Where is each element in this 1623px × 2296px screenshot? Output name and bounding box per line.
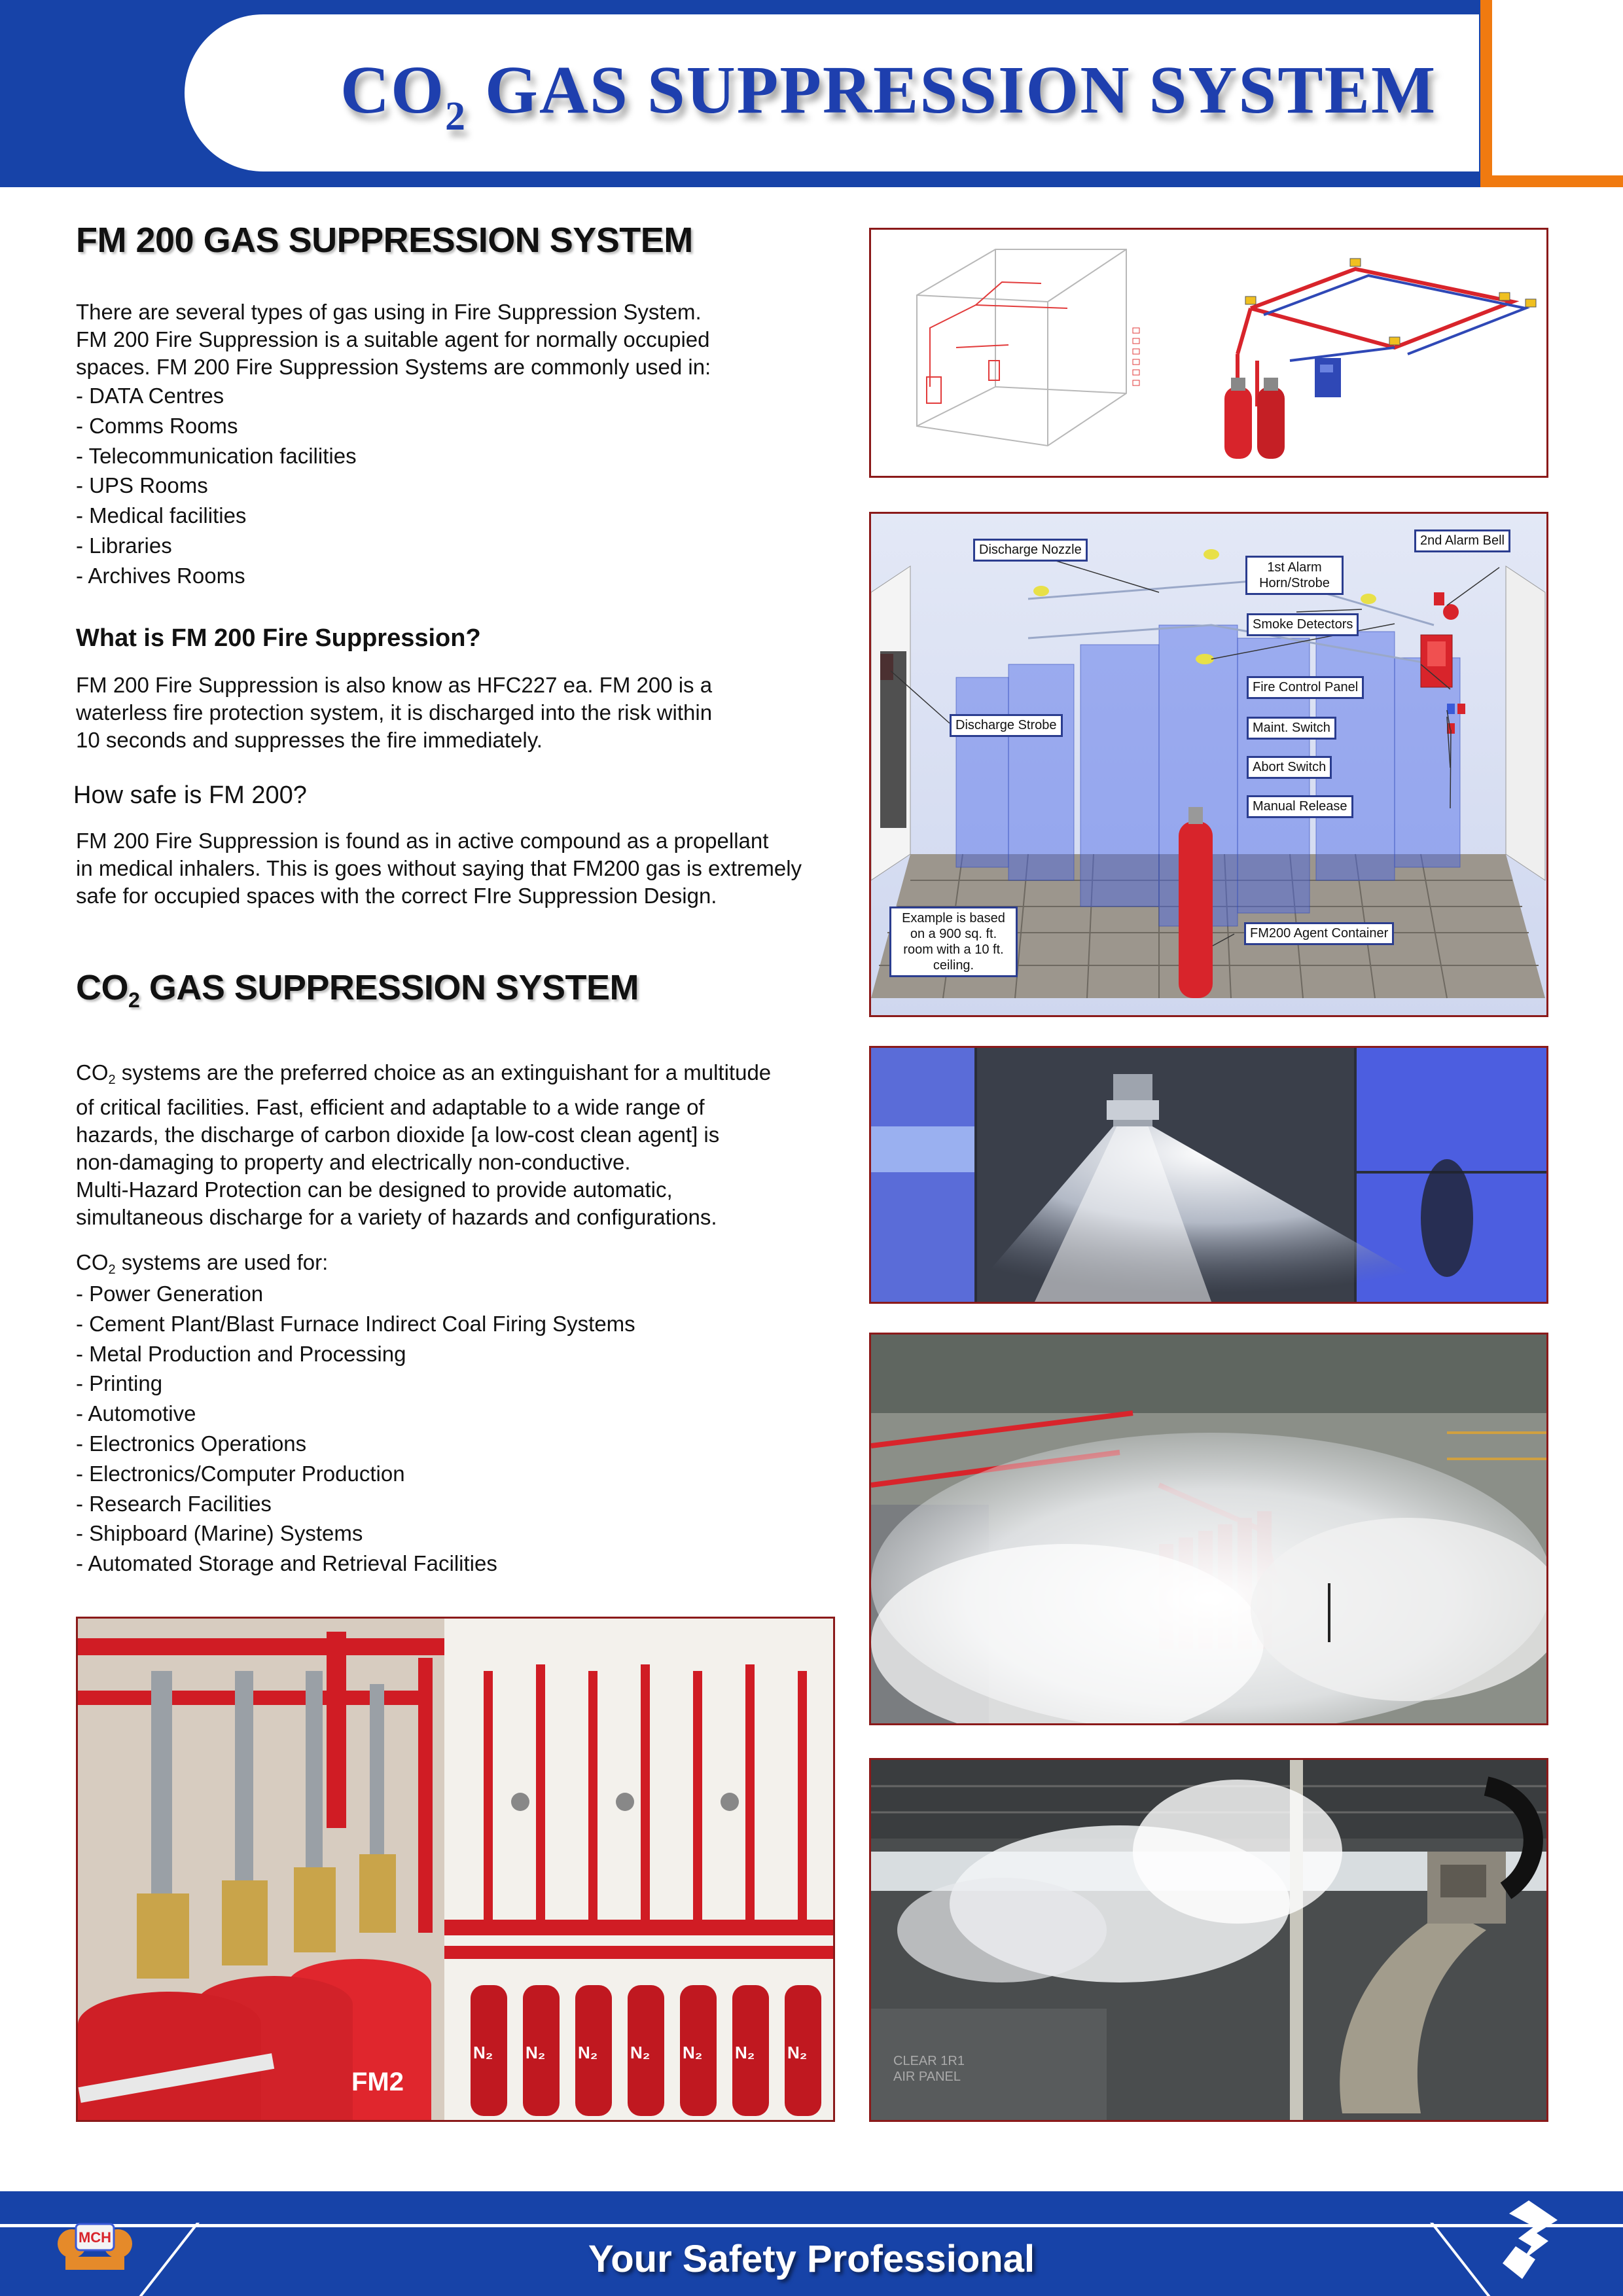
list-item: - Research Facilities	[76, 1489, 815, 1519]
fm200-room-diagram	[869, 512, 1548, 1017]
fm200-intro-line: spaces. FM 200 Fire Suppression Systems are commonly used in:	[76, 355, 711, 379]
list-item: - Telecommunication facilities	[76, 441, 815, 471]
company-logo-text: MCH	[78, 2229, 112, 2246]
cylinder-label-fm: FM2	[351, 2068, 404, 2096]
text-line: simultaneous discharge for a variety of hazards and configurations.	[76, 1205, 717, 1229]
nozzle-discharge-photo	[869, 1046, 1548, 1304]
label-manual-release: Manual Release	[1247, 795, 1353, 818]
list-item: - Metal Production and Processing	[76, 1339, 815, 1369]
how-safe-text	[76, 827, 815, 910]
fm200-heading: FM 200 GAS SUPPRESSION SYSTEM	[76, 221, 693, 260]
label-smoke-detectors: Smoke Detectors	[1247, 613, 1359, 636]
list-item: - Power Generation	[76, 1279, 815, 1309]
cylinder-label: N₂	[473, 2043, 493, 2062]
fm200-section	[76, 220, 815, 260]
robot-fog-illustration	[871, 1760, 1546, 2120]
text-line: hazards, the discharge of carbon dioxide [a low-cost clean agent] is	[76, 1122, 720, 1147]
header-white-corner	[1492, 0, 1623, 175]
co2-intro	[76, 1059, 815, 1231]
how-safe-heading: How safe is FM 200?	[73, 781, 307, 809]
text-line: FM 200 Fire Suppression is found as in active compound as a propellant	[76, 829, 769, 853]
text-line: of critical facilities. Fast, efficient and adaptable to a wide range of	[76, 1095, 705, 1119]
label-maint-switch: Maint. Switch	[1247, 717, 1336, 740]
fm200-intro-line: There are several types of gas using in Fire Suppression System.	[76, 300, 702, 324]
page-title: $CO_2$ GAS SUPPRESSION SYSTEM	[340, 52, 1437, 139]
list-item: - Printing	[76, 1369, 815, 1399]
label-example-note: Example is based on a 900 sq. ft. room with a 10 ft. ceiling.	[889, 906, 1018, 977]
cylinder-bank-illustration	[78, 1619, 833, 2120]
co2-uses-list	[76, 1279, 815, 1579]
brand-mark-shape	[1503, 2200, 1558, 2279]
piping-schematic-image	[869, 228, 1548, 478]
fm200-uses-list	[76, 381, 815, 591]
piping-schematic-illustration	[871, 230, 1546, 476]
text-line: waterless fire protection system, it is discharged into the risk within	[76, 700, 713, 725]
list-item: - Shipboard (Marine) Systems	[76, 1518, 815, 1549]
label-discharge-nozzle: Discharge Nozzle	[973, 539, 1088, 562]
footer-tagline: Your Safety Professional	[588, 2238, 1035, 2280]
cylinder-label: N₂	[630, 2043, 651, 2062]
label-discharge-strobe: Discharge Strobe	[950, 714, 1063, 737]
text-line: safe for occupied spaces with the correct FIre Suppression Design.	[76, 884, 717, 908]
cylinder-label: N₂	[578, 2043, 598, 2062]
list-item: - Medical facilities	[76, 501, 815, 531]
list-item: - Comms Rooms	[76, 411, 815, 441]
list-item: - Archives Rooms	[76, 561, 815, 591]
cylinder-label: N₂	[526, 2043, 546, 2062]
plant-fog-illustration	[871, 1335, 1546, 1723]
text-line: FM 200 Fire Suppression is also know as HFC227 ea. FM 200 is a	[76, 673, 713, 697]
text-line: 10 seconds and suppresses the fire immediately.	[76, 728, 543, 752]
what-is-fm200-text	[76, 672, 815, 754]
co2-heading: $CO_2$ GAS SUPPRESSION SYSTEM	[76, 968, 639, 1012]
text-line: $CO_2$ systems are the preferred choice as an extinguishant for a multitude	[76, 1060, 772, 1087]
brand-mark-icon	[1503, 2200, 1558, 2279]
list-item: - Electronics/Computer Production	[76, 1459, 815, 1489]
plant-fog-discharge-photo	[869, 1333, 1548, 1725]
company-logo-icon	[52, 2204, 137, 2276]
list-item: - Electronics Operations	[76, 1429, 815, 1459]
label-1st-alarm: 1st Alarm Horn/Strobe	[1245, 556, 1344, 595]
panel-label-text: CLEAR 1R1 AIR PANEL	[893, 2054, 965, 2084]
what-is-fm200-heading: What is FM 200 Fire Suppression?	[76, 624, 481, 652]
text-line: Multi-Hazard Protection can be designed to provide automatic,	[76, 1177, 673, 1202]
co2-used-for-label: $CO_2$ systems are used for:	[76, 1250, 329, 1277]
list-item: - DATA Centres	[76, 381, 815, 411]
list-item: - Cement Plant/Blast Furnace Indirect Coal Firing Systems	[76, 1309, 815, 1339]
nozzle-discharge-illustration	[871, 1048, 1546, 1302]
text-line: in medical inhalers. This is goes without saying that FM200 gas is extremely	[76, 856, 802, 880]
label-fire-control-panel: Fire Control Panel	[1247, 676, 1364, 699]
cylinder-bank-photo	[76, 1617, 835, 2122]
list-item: - Automated Storage and Retrieval Facilities	[76, 1549, 815, 1579]
label-fm200-container: FM200 Agent Container	[1244, 922, 1394, 945]
list-item: - Automotive	[76, 1399, 815, 1429]
cylinder-label: N₂	[735, 2043, 755, 2062]
label-abort-switch: Abort Switch	[1247, 756, 1332, 779]
label-2nd-alarm-bell: 2nd Alarm Bell	[1414, 529, 1510, 552]
list-item: - UPS Rooms	[76, 471, 815, 501]
company-logo	[52, 2204, 137, 2276]
cylinder-label: N₂	[683, 2043, 703, 2062]
cylinder-label: N₂	[787, 2043, 808, 2062]
text-line: non-damaging to property and electrically non-conductive.	[76, 1150, 631, 1174]
footer-line	[223, 2224, 1400, 2227]
fm200-intro	[76, 298, 815, 381]
list-item: - Libraries	[76, 531, 815, 561]
robot-fog-discharge-photo	[869, 1758, 1548, 2122]
fm200-intro-line: FM 200 Fire Suppression is a suitable agent for normally occupied	[76, 327, 710, 351]
